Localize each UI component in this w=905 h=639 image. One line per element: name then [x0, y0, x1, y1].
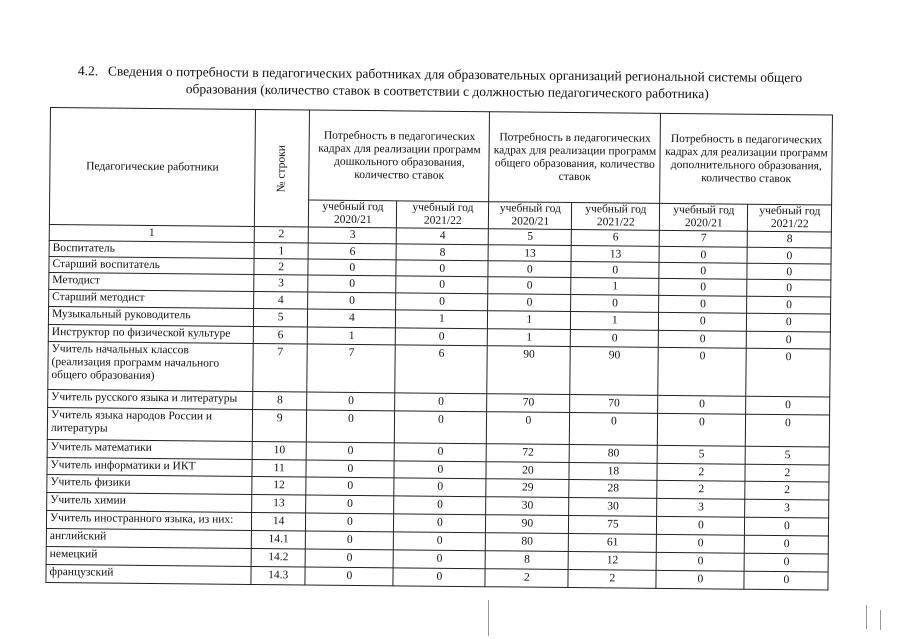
value-cell: 12	[568, 551, 656, 570]
value-cell: 1	[396, 310, 488, 329]
row-name-cell: Учитель физики	[47, 474, 252, 494]
value-cell: 20	[486, 462, 569, 480]
header-year-2021-22: учебный год 2021/22	[748, 204, 832, 232]
value-cell: 8	[485, 551, 568, 570]
value-cell: 0	[306, 495, 394, 514]
value-cell: 0	[657, 516, 745, 535]
value-cell: 72	[486, 444, 569, 463]
value-cell: 0	[306, 460, 394, 478]
value-cell: 0	[744, 553, 828, 572]
value-cell: 6	[395, 345, 487, 394]
header-year-2020-21: учебный год 2020/21	[489, 202, 572, 230]
value-cell: 0	[657, 534, 745, 553]
value-cell: 18	[569, 463, 657, 481]
value-cell: 0	[746, 414, 830, 447]
table-container	[45, 107, 833, 590]
value-cell: 75	[569, 516, 657, 535]
value-cell: 90	[486, 515, 569, 534]
value-cell: 2	[485, 569, 568, 588]
value-cell: 7	[307, 344, 395, 393]
value-cell: 0	[395, 411, 487, 444]
value-cell: 0	[656, 570, 744, 589]
value-cell: 0	[394, 514, 486, 533]
value-cell: 61	[569, 533, 657, 552]
value-cell: 0	[308, 275, 396, 293]
value-cell: 0	[395, 393, 487, 412]
value-cell: 0	[305, 549, 393, 568]
header-row-number	[254, 109, 309, 227]
index-cell: 4	[397, 228, 489, 245]
row-number-cell: 13	[252, 494, 307, 513]
value-cell: 0	[744, 571, 828, 590]
value-cell: 0	[306, 531, 394, 550]
value-cell: 0	[746, 348, 830, 397]
value-cell: 0	[394, 478, 486, 497]
value-cell: 0	[659, 295, 747, 313]
value-cell: 0	[394, 443, 486, 462]
scan-artifact	[880, 610, 881, 630]
row-number-cell: 6	[253, 326, 308, 344]
value-cell: 1	[571, 278, 659, 296]
value-cell: 0	[488, 261, 571, 278]
row-number-cell: 14.3	[251, 566, 306, 585]
value-cell: 0	[747, 279, 831, 297]
row-number-cell: 8	[253, 391, 308, 410]
section-heading	[60, 62, 850, 104]
row-name-cell: немецкий	[46, 546, 251, 566]
value-cell: 0	[658, 395, 746, 414]
row-number-cell: 5	[253, 308, 308, 327]
value-cell: 13	[488, 245, 571, 262]
heading-line-2: образования (количество ставок в соответствии с должностью педагогического работника)	[185, 81, 709, 102]
value-cell: 0	[396, 276, 488, 294]
value-cell: 0	[659, 330, 747, 348]
row-name-cell: Учитель начальных классов (реализация программ начального общего образования)	[48, 341, 253, 391]
row-number-cell: 11	[252, 459, 307, 477]
value-cell: 0	[745, 517, 829, 536]
value-cell: 0	[308, 259, 396, 276]
row-number-cell: 9	[252, 409, 307, 442]
value-cell: 2	[745, 464, 829, 482]
value-cell: 0	[571, 262, 659, 279]
value-cell: 80	[486, 533, 569, 552]
row-number-cell: 3	[254, 274, 309, 292]
index-cell: 5	[489, 229, 572, 246]
value-cell: 0	[658, 413, 746, 446]
value-cell: 0	[747, 313, 831, 332]
row-name-cell: Воспитатель	[49, 240, 254, 258]
value-cell: 5	[657, 445, 745, 464]
value-cell: 0	[306, 513, 394, 532]
value-cell: 30	[569, 498, 657, 517]
value-cell: 70	[570, 395, 658, 414]
table-body	[46, 240, 832, 589]
header-year-2021-22: учебный год 2021/22	[572, 203, 660, 231]
row-number-cell: 14.1	[251, 530, 306, 549]
value-cell: 0	[487, 412, 570, 445]
value-cell: 0	[396, 293, 488, 311]
row-name-cell: Учитель химии	[47, 492, 252, 512]
header-row-number-label: № строки	[275, 144, 288, 192]
header-year-2020-21: учебный год 2020/21	[660, 203, 748, 231]
index-cell: 7	[660, 230, 748, 247]
value-cell: 0	[656, 552, 744, 571]
value-cell: 0	[745, 535, 829, 554]
row-number-cell: 4	[254, 291, 309, 309]
value-cell: 2	[745, 481, 829, 500]
value-cell: 0	[747, 296, 831, 314]
value-cell: 0	[659, 312, 747, 331]
value-cell: 0	[394, 461, 486, 479]
value-cell: 3	[745, 499, 829, 518]
value-cell: 8	[396, 244, 488, 261]
value-cell: 0	[393, 550, 485, 569]
index-cell: 8	[748, 231, 832, 248]
scan-artifact	[866, 605, 867, 629]
value-cell: 0	[307, 392, 395, 411]
section-number: 4.2.	[77, 63, 99, 79]
index-cell: 3	[309, 227, 397, 244]
value-cell: 30	[486, 497, 569, 516]
header-year-2020-21: учебный год 2020/21	[309, 200, 397, 228]
value-cell: 0	[394, 496, 486, 515]
table-row	[48, 341, 831, 397]
staffing-table	[45, 107, 833, 590]
value-cell: 1	[571, 312, 659, 331]
scan-artifact	[488, 600, 489, 636]
value-cell: 0	[658, 347, 746, 396]
row-name-cell: Старший воспитатель	[49, 256, 254, 274]
row-name-cell: Учитель математики	[47, 439, 252, 459]
row-name-cell: Учитель информатики и ИКТ	[47, 457, 252, 476]
row-name-cell: Учитель языка народов России и литературы	[47, 407, 252, 441]
value-cell: 80	[569, 445, 657, 464]
value-cell: 0	[393, 568, 485, 587]
row-number-cell: 7	[253, 343, 308, 392]
value-cell: 0	[747, 331, 831, 349]
heading-text-1: Сведения о потребности в педагогических работниках для образовательных организаций региональной системы общего	[107, 63, 803, 86]
header-year-2021-22: учебный год 2021/22	[397, 201, 489, 229]
value-cell: 0	[570, 413, 658, 446]
row-name-cell: Методист	[49, 272, 254, 291]
value-cell: 2	[568, 569, 656, 588]
row-number-cell: 10	[252, 441, 307, 460]
value-cell: 0	[488, 294, 571, 312]
row-number-cell: 12	[252, 476, 307, 495]
index-cell: 2	[254, 226, 309, 243]
value-cell: 90	[570, 347, 658, 396]
value-cell: 0	[307, 410, 395, 443]
value-cell: 2	[657, 463, 745, 481]
value-cell: 5	[745, 446, 829, 465]
value-cell: 1	[308, 327, 396, 345]
header-group-additional: Потребность в педагогических кадрах для реализации программ дополнительного образования, количество ставок	[660, 113, 833, 205]
index-cell: 6	[572, 230, 660, 247]
row-name-cell: Инструктор по физической культуре	[48, 324, 253, 343]
row-name-cell: французский	[46, 564, 251, 584]
value-cell: 0	[308, 292, 396, 310]
value-cell: 0	[396, 328, 488, 346]
row-name-cell: Старший методист	[49, 289, 254, 308]
value-cell: 0	[747, 263, 831, 280]
row-number-cell: 2	[254, 258, 309, 275]
value-cell: 0	[571, 330, 659, 348]
value-cell: 3	[657, 498, 745, 517]
value-cell: 0	[659, 278, 747, 296]
value-cell: 0	[488, 277, 571, 295]
row-name-cell: Учитель иностранного языка, из них:	[46, 510, 251, 530]
value-cell: 0	[305, 567, 393, 586]
row-number-cell: 1	[254, 242, 309, 259]
value-cell: 0	[659, 246, 747, 263]
value-cell: 1	[488, 329, 571, 347]
header-teachers: Педагогические работники	[49, 108, 255, 227]
value-cell: 28	[569, 480, 657, 499]
value-cell: 0	[396, 260, 488, 277]
header-group-general: Потребность в педагогических кадрах для реализации программ общего образования, количество ставок	[489, 112, 661, 204]
value-cell: 2	[657, 480, 745, 499]
value-cell: 90	[487, 346, 570, 395]
value-cell: 1	[488, 311, 571, 330]
value-cell: 0	[746, 396, 830, 415]
index-cell: 1	[49, 224, 254, 242]
value-cell: 4	[308, 309, 396, 328]
row-number-cell: 14	[251, 512, 306, 531]
header-group-preschool: Потребность в педагогических кадрах для реализации программ дошкольного образования, количество ставок	[309, 110, 490, 202]
row-name-cell: Музыкальный руководитель	[48, 306, 253, 326]
value-cell: 29	[486, 479, 569, 498]
value-cell: 0	[306, 442, 394, 461]
value-cell: 0	[306, 477, 394, 496]
value-cell: 6	[308, 243, 396, 260]
row-name-cell: Учитель русского языка и литературы	[48, 389, 253, 409]
value-cell: 0	[394, 532, 486, 551]
value-cell: 0	[747, 247, 831, 264]
value-cell: 0	[571, 295, 659, 313]
row-number-cell: 14.2	[251, 548, 306, 567]
value-cell: 13	[571, 246, 659, 263]
value-cell: 70	[487, 394, 570, 413]
row-name-cell: английский	[46, 528, 251, 548]
value-cell: 0	[659, 262, 747, 279]
